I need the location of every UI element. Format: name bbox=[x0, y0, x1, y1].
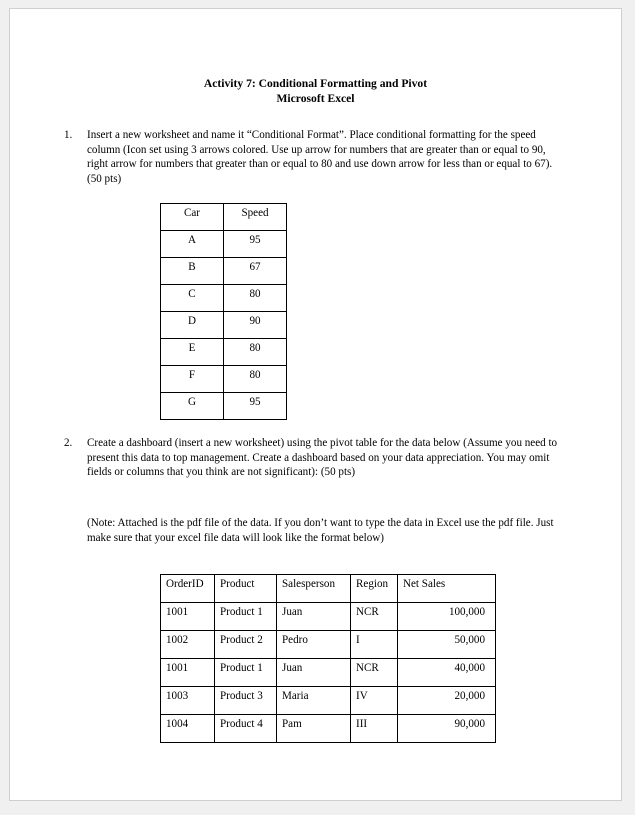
table-row bbox=[161, 687, 496, 715]
list-item-1-text: Insert a new worksheet and name it “Conditional Format”. Place conditional formatting for the speed column (Icon set using 3 arrows colored. Use up arrow for numbers that are greater than or equal to 90, right arrow for numbers that greater than or equal to 80 and use down arrow for less than or equal to 67). (50 pts) bbox=[87, 129, 553, 185]
table-row bbox=[161, 258, 287, 285]
cell-speed: 95 bbox=[224, 393, 287, 420]
table-row bbox=[161, 715, 496, 743]
cell-region: NCR bbox=[351, 603, 398, 631]
list-item-1-marker: 1. bbox=[64, 129, 73, 141]
car-speed-table bbox=[160, 203, 287, 420]
cell-salesperson: Juan bbox=[277, 603, 351, 631]
cell-orderid: 1004 bbox=[161, 715, 215, 743]
orders-table bbox=[160, 574, 496, 743]
table-row bbox=[161, 312, 287, 339]
table-row bbox=[161, 339, 287, 366]
cell-car: E bbox=[161, 339, 224, 366]
column-header-car: Car bbox=[161, 204, 224, 231]
cell-product: Product 1 bbox=[215, 603, 277, 631]
table-header-row bbox=[161, 204, 287, 231]
cell-net-sales: 40,000 bbox=[398, 659, 496, 687]
cell-speed: 95 bbox=[224, 231, 287, 258]
document-content bbox=[10, 9, 621, 800]
document-page bbox=[9, 8, 622, 801]
note-paragraph: (Note: Attached is the pdf file of the data. If you don’t want to type the data in Excel use the pdf file. Just make sure that your excel file data will look like the format below) bbox=[87, 517, 554, 544]
cell-net-sales: 20,000 bbox=[398, 687, 496, 715]
cell-salesperson: Pedro bbox=[277, 631, 351, 659]
cell-salesperson: Maria bbox=[277, 687, 351, 715]
list-item-2 bbox=[64, 436, 564, 480]
list-item-2-marker: 2. bbox=[64, 437, 73, 449]
column-header-salesperson: Salesperson bbox=[277, 575, 351, 603]
column-header-speed: Speed bbox=[224, 204, 287, 231]
cell-region: IV bbox=[351, 687, 398, 715]
list-item-1 bbox=[64, 128, 564, 186]
cell-car: G bbox=[161, 393, 224, 420]
table-row bbox=[161, 366, 287, 393]
column-header-region: Region bbox=[351, 575, 398, 603]
list-item-2-text: Create a dashboard (insert a new worksheet) using the pivot table for the data below (Assume you need to present this data to top management. Create a dashboard based on your data appreciation. You may omit fields or columns that you think are not significant): (50 pts) bbox=[87, 437, 558, 479]
title-line-1: Activity 7: Conditional Formatting and Pivot bbox=[203, 77, 428, 90]
column-header-orderid: OrderID bbox=[161, 575, 215, 603]
column-header-net-sales: Net Sales bbox=[398, 575, 496, 603]
table-row bbox=[161, 659, 496, 687]
page-title bbox=[10, 77, 621, 106]
cell-orderid: 1001 bbox=[161, 659, 215, 687]
cell-product: Product 1 bbox=[215, 659, 277, 687]
cell-region: III bbox=[351, 715, 398, 743]
table-row bbox=[161, 285, 287, 312]
cell-product: Product 4 bbox=[215, 715, 277, 743]
cell-product: Product 2 bbox=[215, 631, 277, 659]
cell-salesperson: Pam bbox=[277, 715, 351, 743]
cell-orderid: 1001 bbox=[161, 603, 215, 631]
cell-speed: 80 bbox=[224, 285, 287, 312]
cell-orderid: 1003 bbox=[161, 687, 215, 715]
cell-net-sales: 50,000 bbox=[398, 631, 496, 659]
cell-region: I bbox=[351, 631, 398, 659]
cell-car: F bbox=[161, 366, 224, 393]
table-row bbox=[161, 231, 287, 258]
cell-speed: 90 bbox=[224, 312, 287, 339]
cell-speed: 80 bbox=[224, 339, 287, 366]
cell-orderid: 1002 bbox=[161, 631, 215, 659]
cell-car: A bbox=[161, 231, 224, 258]
column-header-product: Product bbox=[215, 575, 277, 603]
cell-region: NCR bbox=[351, 659, 398, 687]
cell-salesperson: Juan bbox=[277, 659, 351, 687]
cell-car: B bbox=[161, 258, 224, 285]
cell-net-sales: 100,000 bbox=[398, 603, 496, 631]
table-header-row bbox=[161, 575, 496, 603]
table-row bbox=[161, 603, 496, 631]
cell-speed: 80 bbox=[224, 366, 287, 393]
cell-product: Product 3 bbox=[215, 687, 277, 715]
cell-speed: 67 bbox=[224, 258, 287, 285]
cell-car: C bbox=[161, 285, 224, 312]
table-row bbox=[161, 393, 287, 420]
table-row bbox=[161, 631, 496, 659]
cell-car: D bbox=[161, 312, 224, 339]
cell-net-sales: 90,000 bbox=[398, 715, 496, 743]
title-line-2: Microsoft Excel bbox=[276, 91, 355, 105]
